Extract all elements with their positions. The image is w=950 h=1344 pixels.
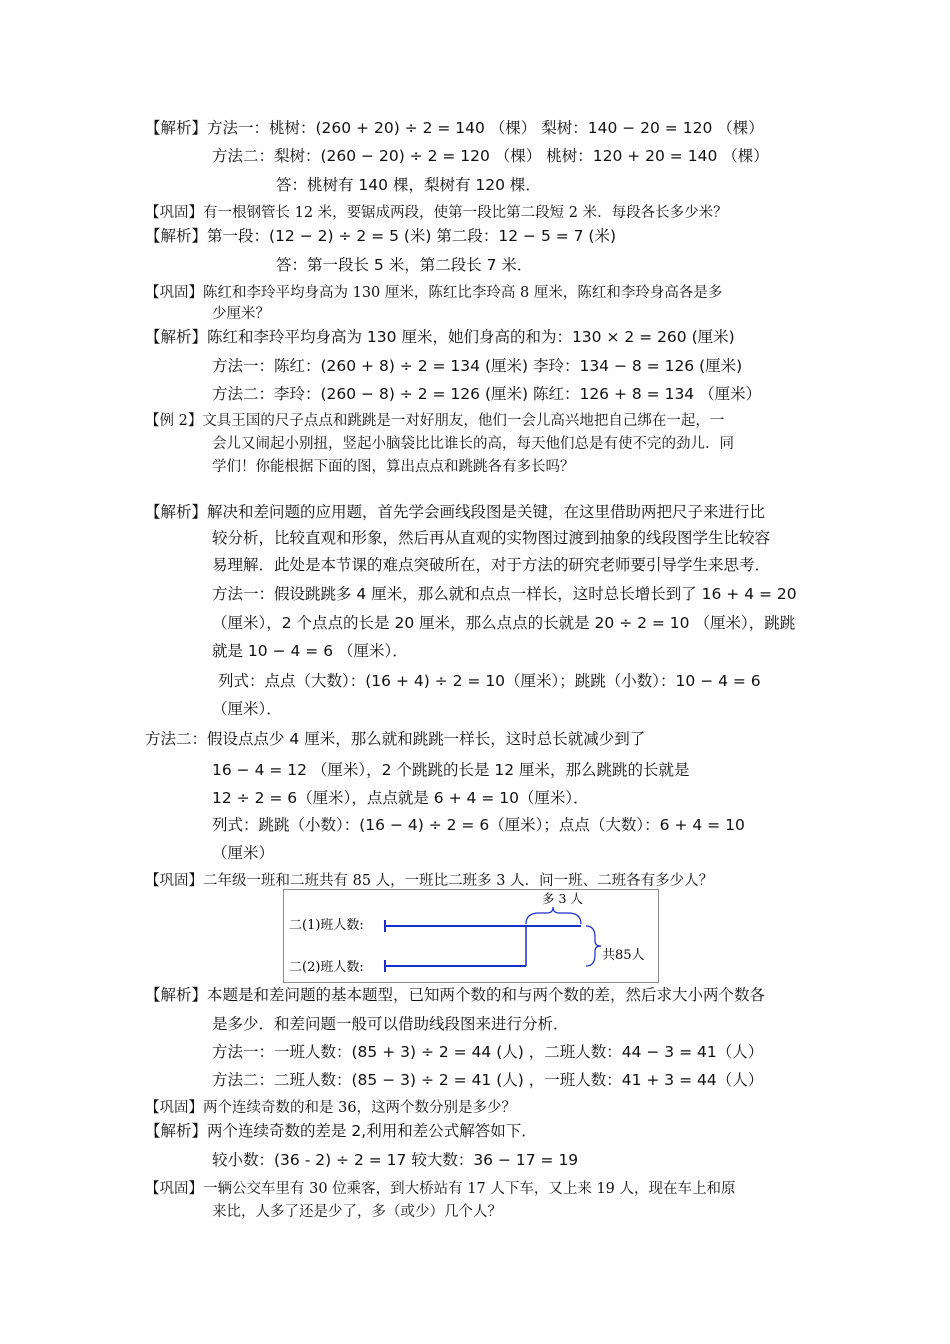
text-line: 【解析】两个连续奇数的差是 2,利用和差公式解答如下． bbox=[145, 1122, 537, 1140]
text-line: 是多少．和差问题一般可以借助线段图来进行分析． bbox=[212, 1015, 569, 1033]
text-line: 方法一：一班人数：(85 + 3) ÷ 2 = 44 (人) ，二班人数：44 − 3 = 41（人） bbox=[212, 1043, 764, 1061]
text-line: 方法二：梨树：(260 − 20) ÷ 2 = 120 （棵） 桃树：120 + 20 = 140 （棵） bbox=[212, 147, 769, 165]
text-line: 16 − 4 = 12 （厘米），2 个跳跳的长是 12 厘米，那么跳跳的长就是 bbox=[212, 761, 690, 779]
total-label: 共85人 bbox=[602, 948, 645, 963]
row2-label: 二(2)班人数: bbox=[289, 960, 364, 975]
text-line: 会儿又闹起小别扭，竖起小脑袋比比谁长的高，每天他们总是有使不完的劲儿．同 bbox=[212, 436, 734, 452]
text-line: 12 ÷ 2 = 6（厘米），点点就是 6 + 4 = 10（厘米）． bbox=[212, 789, 589, 807]
text-line: 易理解．此处是本节课的难点突破所在，对于方法的研究老师要引导学生来思考． bbox=[212, 556, 771, 574]
row1-label: 二(1)班人数: bbox=[289, 918, 364, 933]
text-line: （厘米） bbox=[212, 844, 275, 862]
text-line: （厘米）． bbox=[212, 700, 282, 718]
text-line: 【解析】第一段：(12 − 2) ÷ 2 = 5 (米) 第二段：12 − 5 = 7 (米) bbox=[145, 227, 617, 245]
text-line: 【例 2】文具王国的尺子点点和跳跳是一对好朋友，他们一会儿高兴地把自己绑在一起，一 bbox=[145, 413, 725, 429]
text-line: 【解析】方法一：桃树：(260 + 20) ÷ 2 = 140 （棵） 梨树：140 − 20 = 120 （棵） bbox=[145, 119, 764, 137]
text-line: 方法一：假设跳跳多 4 厘米，那么就和点点一样长，这时总长增长到了 16 + 4 = 20 bbox=[212, 585, 797, 603]
text-line: 【巩固】一辆公交车里有 30 位乘客，到大桥站有 17 人下车，又上来 19 人，现在车上和原 bbox=[145, 1181, 736, 1197]
text-line: （厘米），2 个点点的长是 20 厘米，那么点点的长就是 20 ÷ 2 = 10 （厘米），跳跳 bbox=[212, 614, 796, 632]
text-line: 较分析，比较直观和形象，然后再从直观的实物图过渡到抽象的线段图学生比较容 bbox=[212, 529, 771, 547]
text-line: 【解析】解决和差问题的应用题，首先学会画线段图是关键，在这里借助两把尺子来进行比 bbox=[145, 503, 766, 521]
line-segment-diagram bbox=[283, 889, 659, 983]
text-line: 答：桃树有 140 棵，梨树有 120 棵． bbox=[276, 176, 541, 194]
text-line: 较小数：(36 - 2) ÷ 2 = 17 较大数：36 − 17 = 19 bbox=[212, 1151, 579, 1169]
text-line: 【巩固】有一根钢管长 12 米，要锯成两段，使第一段比第二段短 2 米．每段各长多少米？ bbox=[145, 205, 728, 221]
text-line: 【巩固】两个连续奇数的和是 36，这两个数分别是多少？ bbox=[145, 1100, 517, 1116]
text-line: 答：第一段长 5 米，第二段长 7 米． bbox=[276, 256, 533, 274]
text-line: 方法二：二班人数：(85 − 3) ÷ 2 = 41 (人) ，一班人数：41 + 3 = 44（人） bbox=[212, 1071, 764, 1089]
text-line: 【巩固】陈红和李玲平均身高为 130 厘米，陈红比李玲高 8 厘米，陈红和李玲身高各是多 bbox=[145, 285, 723, 301]
text-line: 【解析】陈红和李玲平均身高为 130 厘米，她们身高的和为：130 × 2 = 260 (厘米) bbox=[145, 328, 735, 346]
text-line: 方法二：李玲：(260 − 8) ÷ 2 = 126 (厘米) 陈红：126 + 8 = 134 （厘米） bbox=[212, 385, 762, 403]
text-line: 方法二：假设点点少 4 厘米，那么就和跳跳一样长，这时总长就减少到了 bbox=[145, 730, 646, 748]
text-line: 学们！你能根据下面的图，算出点点和跳跳各有多长吗？ bbox=[212, 459, 575, 475]
text-line: 来比，人多了还是少了，多（或少）几个人？ bbox=[212, 1204, 502, 1220]
text-line: 【巩固】二年级一班和二班共有 85 人，一班比二班多 3 人．问一班、二班各有多少人？ bbox=[145, 873, 714, 889]
diff-label: 多 3 人 bbox=[542, 891, 583, 906]
text-line: 【解析】本题是和差问题的基本题型，已知两个数的和与两个数的差，然后求大小两个数各 bbox=[145, 986, 766, 1004]
text-line: 少厘米？ bbox=[212, 306, 270, 322]
text-line: 列式：跳跳（小数）：(16 − 4) ÷ 2 = 6（厘米）；点点（大数）：6 + 4 = 10 bbox=[212, 816, 745, 834]
text-line: 列式：点点（大数）：(16 + 4) ÷ 2 = 10（厘米）；跳跳（小数）：10 − 4 = 6 bbox=[218, 672, 761, 690]
text-line: 就是 10 − 4 = 6 （厘米）． bbox=[212, 642, 408, 660]
text-line: 方法一：陈红：(260 + 8) ÷ 2 = 134 (厘米) 李玲：134 − 8 = 126 (厘米) bbox=[212, 357, 743, 375]
